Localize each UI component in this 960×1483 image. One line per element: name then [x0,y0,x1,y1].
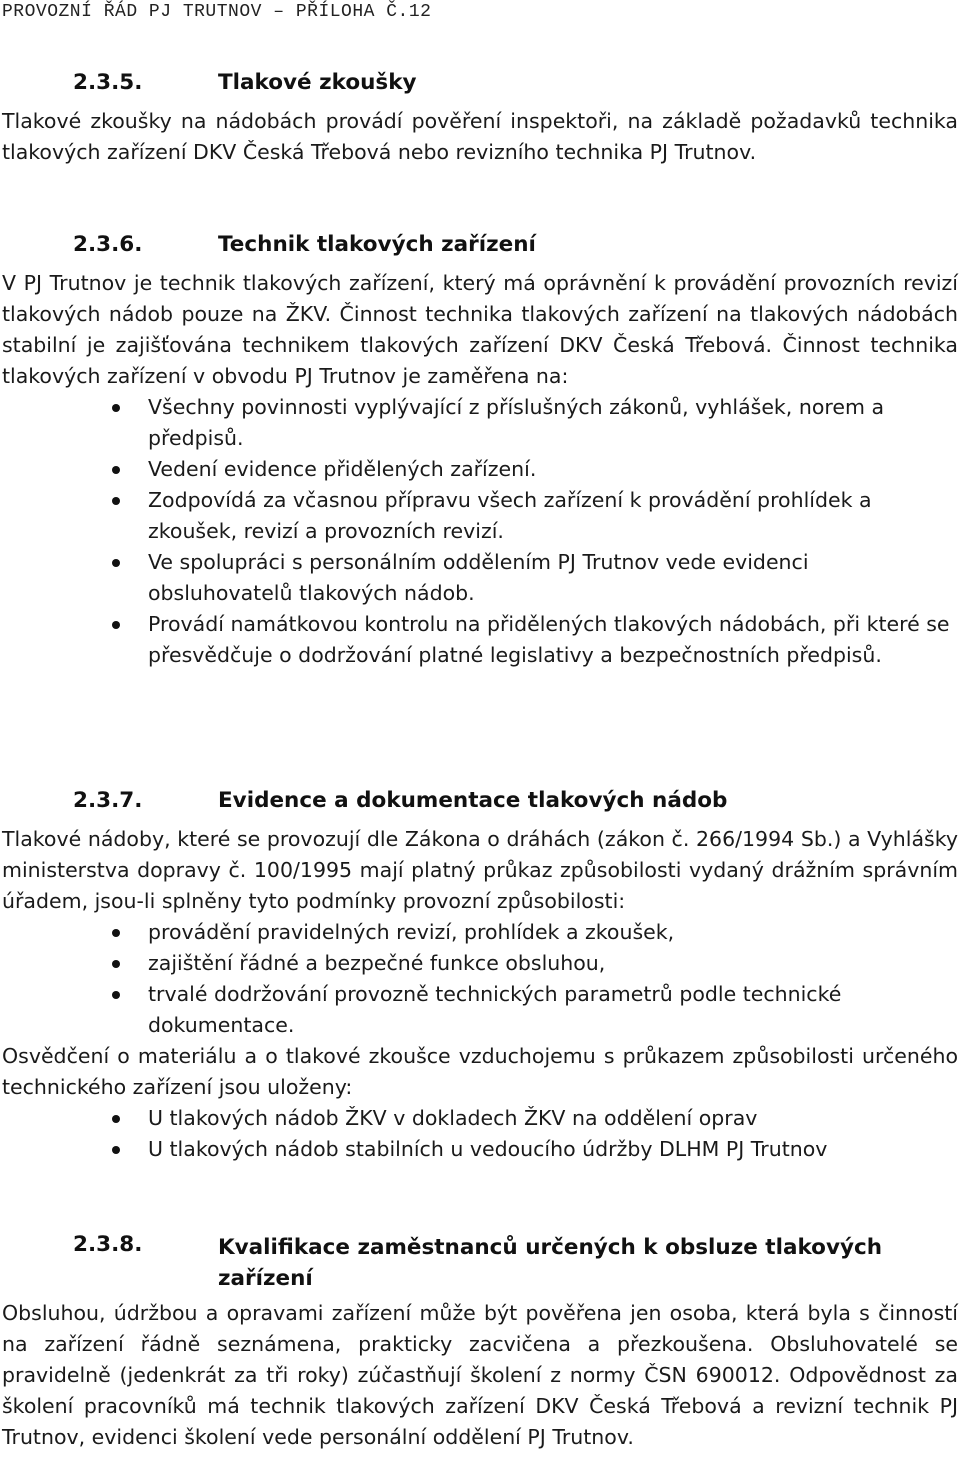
list-item: Vedení evidence přidělených zařízení. [2,454,958,485]
bullet-icon [112,466,120,474]
list-item: Všechny povinnosti vyplývající z příslušných zákonů, vyhlášek, norem a předpisů. [2,392,958,454]
bullet-icon [112,991,120,999]
storage-list [2,1103,958,1165]
bullet-icon [112,497,120,505]
list-item: U tlakových nádob stabilních u vedoucího údržby DLHM PJ Trutnov [2,1134,958,1165]
bullet-icon [112,559,120,567]
list-item: provádění pravidelných revizí, prohlídek a zkoušek, [2,917,958,948]
section-number: 2.3.6. [73,232,143,257]
list-item: trvalé dodržování provozně technických parametrů podle technické dokumentace. [2,979,958,1041]
bullet-icon [112,1146,120,1154]
conditions-list [2,917,958,1041]
running-header: PROVOZNÍ ŘÁD PJ TRUTNOV – PŘÍLOHA Č.12 [2,2,432,22]
section-title: Technik tlakových zařízení [218,232,536,257]
section-number: 2.3.8. [73,1232,143,1257]
list-item: zajištění řádné a bezpečné funkce obsluhou, [2,948,958,979]
section-heading [2,788,958,820]
section-paragraph: Obsluhou, údržbou a opravami zařízení může být pověřena jen osoba, která byla s činností na zařízení řádně seznámena, prakticky zacvičena a přezkoušena. Obsluhovatelé se pravidelně (jedenkrát za tři roky) zúčastňují školení z normy ČSN 690012. Odpovědnost za školení pracovníků má technik tlakových zařízení DKV Česká Třebová a revizní technik PJ Trutnov, evidenci školení vede personální oddělení PJ Trutnov. [2,1301,958,1449]
bullet-icon [112,929,120,937]
bullet-icon [112,1115,120,1123]
section-heading [2,232,958,264]
section-heading [2,1232,958,1294]
section-title: Kvalifikace zaměstnanců určených k obsluze tlakových zařízení [218,1235,883,1291]
section-heading [2,70,958,102]
section-intro: V PJ Trutnov je technik tlakových zařízení, který má oprávnění k provádění provozních revizí tlakových nádob pouze na ŽKV. Činnost technika tlakových zařízení na tlakových nádobách stabilní je zajišťována technikem tlakových zařízení DKV Česká Třebová. Činnost technika tlakových zařízení v obvodu PJ Trutnov je zaměřena na: [2,271,958,388]
bullet-icon [112,404,120,412]
list-item: Ve spolupráci s personálním oddělením PJ Trutnov vede evidenci obsluhovatelů tlakových nádob. [2,547,958,609]
section-2-3-6 [2,232,958,671]
list-item: U tlakových nádob ŽKV v dokladech ŽKV na oddělení oprav [2,1103,958,1134]
section-2-3-5 [2,70,958,168]
bullet-icon [112,621,120,629]
section-number: 2.3.5. [73,70,143,95]
section-2-3-8 [2,1232,958,1453]
list-item: Provádí namátkovou kontrolu na přidělených tlakových nádobách, při které se přesvědčuje o dodržování platné legislativy a bezpečnostních předpisů. [2,609,958,671]
list-item: Zodpovídá za včasnou přípravu všech zařízení k provádění prohlídek a zkoušek, revizí a provozních revizí. [2,485,958,547]
bullet-icon [112,960,120,968]
section-title: Evidence a dokumentace tlakových nádob [218,788,728,813]
duties-list [2,392,958,671]
section-title: Tlakové zkoušky [218,70,417,95]
section-intro: Tlakové nádoby, které se provozují dle Zákona o dráhách (zákon č. 266/1994 Sb.) a Vyhlášky ministerstva dopravy č. 100/1995 mají platný průkaz způsobilosti vydaný drážním správním úřadem, jsou-li splněny tyto podmínky provozní způsobilosti: [2,827,958,913]
section-2-3-7 [2,788,958,1165]
section-number: 2.3.7. [73,788,143,813]
section-paragraph: Tlakové zkoušky na nádobách provádí pověření inspektoři, na základě požadavků technika tlakových zařízení DKV Česká Třebová nebo revizního technika PJ Trutnov. [2,109,958,164]
section-second-intro: Osvědčení o materiálu a o tlakové zkoušce vzduchojemu s průkazem způsobilosti určeného technického zařízení jsou uloženy: [2,1044,958,1099]
